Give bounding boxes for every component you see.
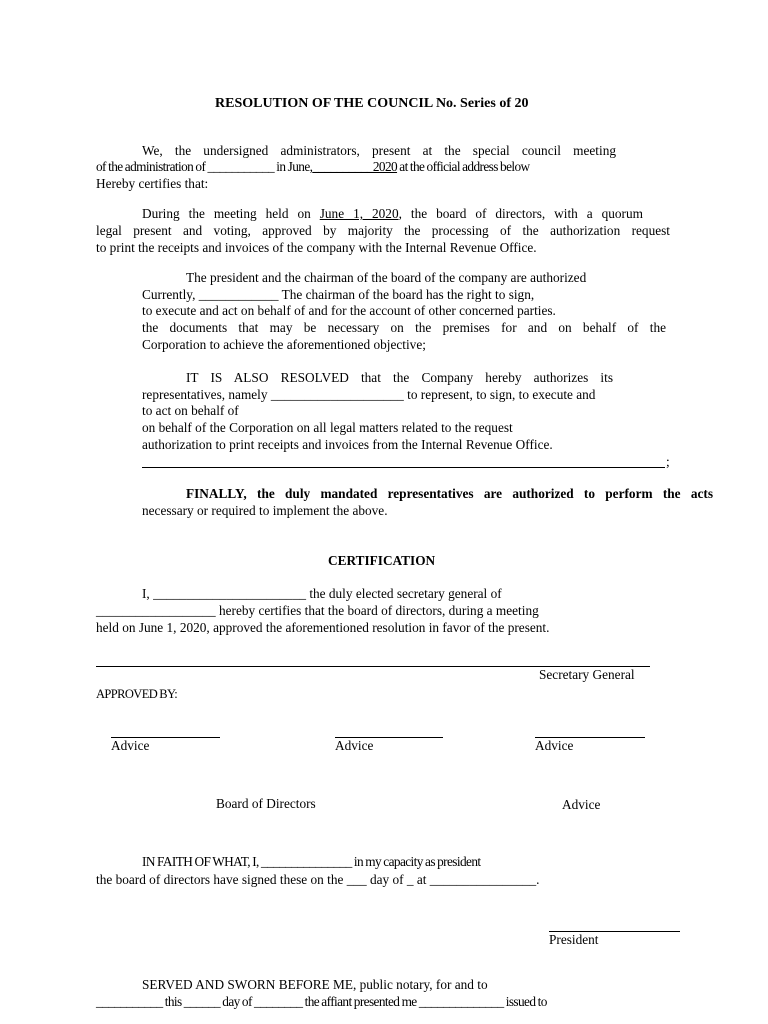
resolved-line-3: to act on behalf of xyxy=(142,403,239,418)
board-of-directors-label: Board of Directors xyxy=(216,796,316,811)
notary-line-1: SERVED AND SWORN BEFORE ME, public notary, for and to xyxy=(142,977,488,992)
certification-line-1: I, _______________________ the duly elected secretary general of xyxy=(142,586,502,601)
document-title: RESOLUTION OF THE COUNCIL No. Series of 20 xyxy=(215,96,529,111)
president-line-1: The president and the chairman of the board of the company are authorized xyxy=(186,270,587,285)
president-label: President xyxy=(549,932,599,947)
finally-line-1: FINALLY, the duly mandated representatives are authorized to perform the acts xyxy=(186,486,713,501)
resolved-line-1: IT IS ALSO RESOLVED that the Company hereby authorizes its xyxy=(186,370,613,385)
finally-line-2: necessary or required to implement the above. xyxy=(142,503,388,518)
resolved-line-4: on behalf of the Corporation on all legal matters related to the request xyxy=(142,420,513,435)
advice-label-1: Advice xyxy=(111,738,150,753)
resolved-line-2: representatives, namely ____________________ to represent, to sign, to execute and xyxy=(142,387,596,402)
president-line-3: to execute and act on behalf of and for the account of other concerned parties. xyxy=(142,303,556,318)
president-line-2: Currently, ____________ The chairman of the board has the right to sign, xyxy=(142,287,535,302)
notary-line-2: ___________ this ______ day of ________ the affiant presented me ______________ issued to xyxy=(96,994,547,1009)
secretary-general-label: Secretary General xyxy=(539,667,635,682)
resolved-line-end: ; xyxy=(666,454,670,469)
president-line-5: Corporation to achieve the aforementioned objective; xyxy=(142,337,426,352)
advice-label-3: Advice xyxy=(535,738,574,753)
meeting-line-1: During the meeting held on June 1, 2020, the board of directors, with a quorum xyxy=(142,206,643,221)
faith-line-1: IN FAITH OF WHAT, I, _______________ in my capacity as president xyxy=(142,854,481,869)
approved-by-label: APPROVED BY: xyxy=(96,687,178,701)
resolved-blank-line xyxy=(142,467,665,468)
certification-line-3: held on June 1, 2020, approved the aforementioned resolution in favor of the present. xyxy=(96,620,550,635)
meeting-line-3: to print the receipts and invoices of the company with the Internal Revenue Office. xyxy=(96,240,537,255)
faith-line-2: the board of directors have signed these on the ___ day of _ at ________________. xyxy=(96,872,540,887)
intro-line-2: of the administration of ___________ in June,__________2020 at the official address below xyxy=(96,159,530,174)
president-line-4: the documents that may be necessary on the premises for and on behalf of the xyxy=(142,320,666,335)
meeting-line-2: legal present and voting, approved by majority the processing of the authorization request xyxy=(96,223,670,238)
advice-label-2: Advice xyxy=(335,738,374,753)
resolved-line-5: authorization to print receipts and invoices from the Internal Revenue Office. xyxy=(142,437,553,452)
certification-heading: CERTIFICATION xyxy=(328,553,436,568)
intro-line-3: Hereby certifies that: xyxy=(96,176,209,191)
intro-line-1: We, the undersigned administrators, present at the special council meeting xyxy=(142,143,616,158)
certification-line-2: __________________ hereby certifies that the board of directors, during a meeting xyxy=(96,603,539,618)
advice-label-4: Advice xyxy=(562,797,601,812)
